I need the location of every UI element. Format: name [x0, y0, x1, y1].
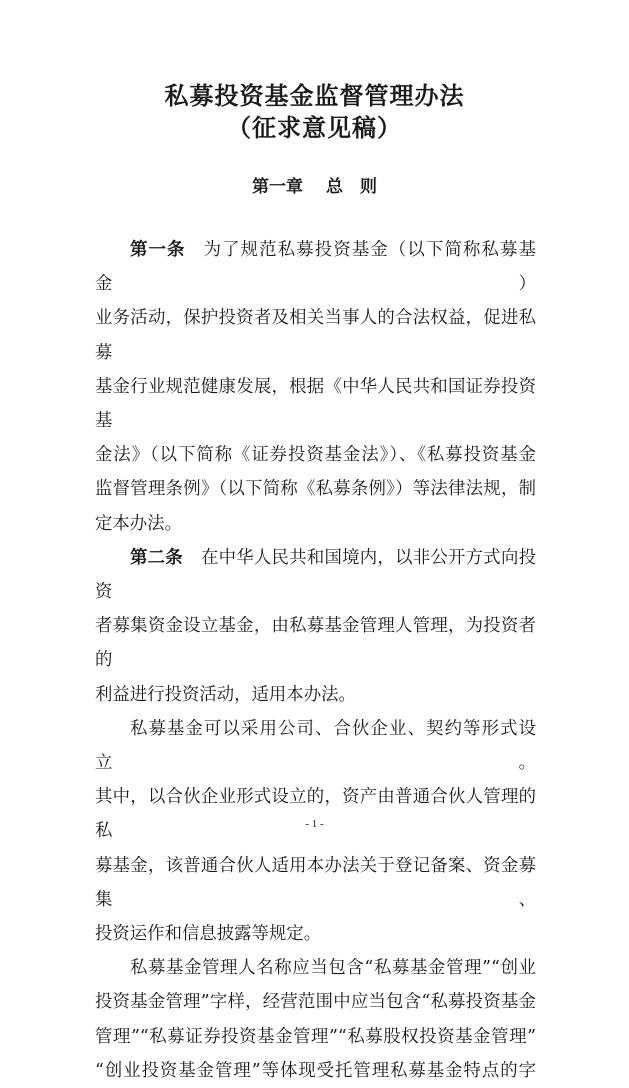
article-label: 第一条 — [130, 240, 186, 260]
article-1-line: 业务活动，保护投资者及相关当事人的合法权益，促进私募 — [95, 308, 536, 363]
paragraph-line: 其中，以合伙企业形式设立的，资产由普通合伙人管理的私 — [95, 787, 536, 842]
article-2-line: 者募集资金设立基金，由私募基金管理人管理，为投资者的 — [95, 616, 536, 671]
document-subtitle: （征求意见稿） — [227, 113, 402, 142]
paragraph-line: 投资基金管理”字样，经营范围中应当包含“私募投资基金 — [95, 992, 536, 1013]
article-1-line: 定本办法。 — [95, 513, 182, 534]
article-1-line: 金法》（以下简称《证券投资基金法》）、《私募投资基金 — [95, 445, 536, 466]
page-number: - 1 - — [305, 818, 324, 830]
paragraph-line: 私募基金可以采用公司、合伙企业、契约等形式设立。 — [95, 718, 536, 774]
article-1-line: 第一条 为了规范私募投资基金（以下简称私募基金） — [95, 240, 536, 295]
chapter-heading: 第一章 总 则 — [252, 177, 377, 197]
paragraph-line: “创业投资基金管理”等体现受托管理私募基金特点的字 — [95, 1060, 536, 1081]
article-label: 第二条 — [130, 547, 183, 568]
article-1-line: 监督管理条例》（以下简称《私募条例》）等法律法规，制 — [95, 479, 536, 500]
paragraph-line: 募基金，该普通合伙人适用本办法关于登记备案、资金募集、 — [95, 855, 536, 910]
article-2-line: 第二条 在中华人民共和国境内，以非公开方式向投资 — [95, 547, 536, 603]
paragraph-line: 私募基金管理人名称应当包含“私募基金管理”“创业 — [130, 958, 536, 979]
paragraph-line: 管理”“私募证券投资基金管理”“私募股权投资基金管理” — [95, 1026, 536, 1047]
document-title: 私募投资基金监督管理办法 — [164, 81, 465, 110]
document-body — [95, 233, 536, 1088]
article-1-line: 基金行业规范健康发展，根据《中华人民共和国证券投资基 — [95, 376, 536, 432]
article-2-line: 利益进行投资活动，适用本办法。 — [95, 684, 356, 705]
paragraph-line: 投资运作和信息披露等规定。 — [95, 924, 322, 945]
